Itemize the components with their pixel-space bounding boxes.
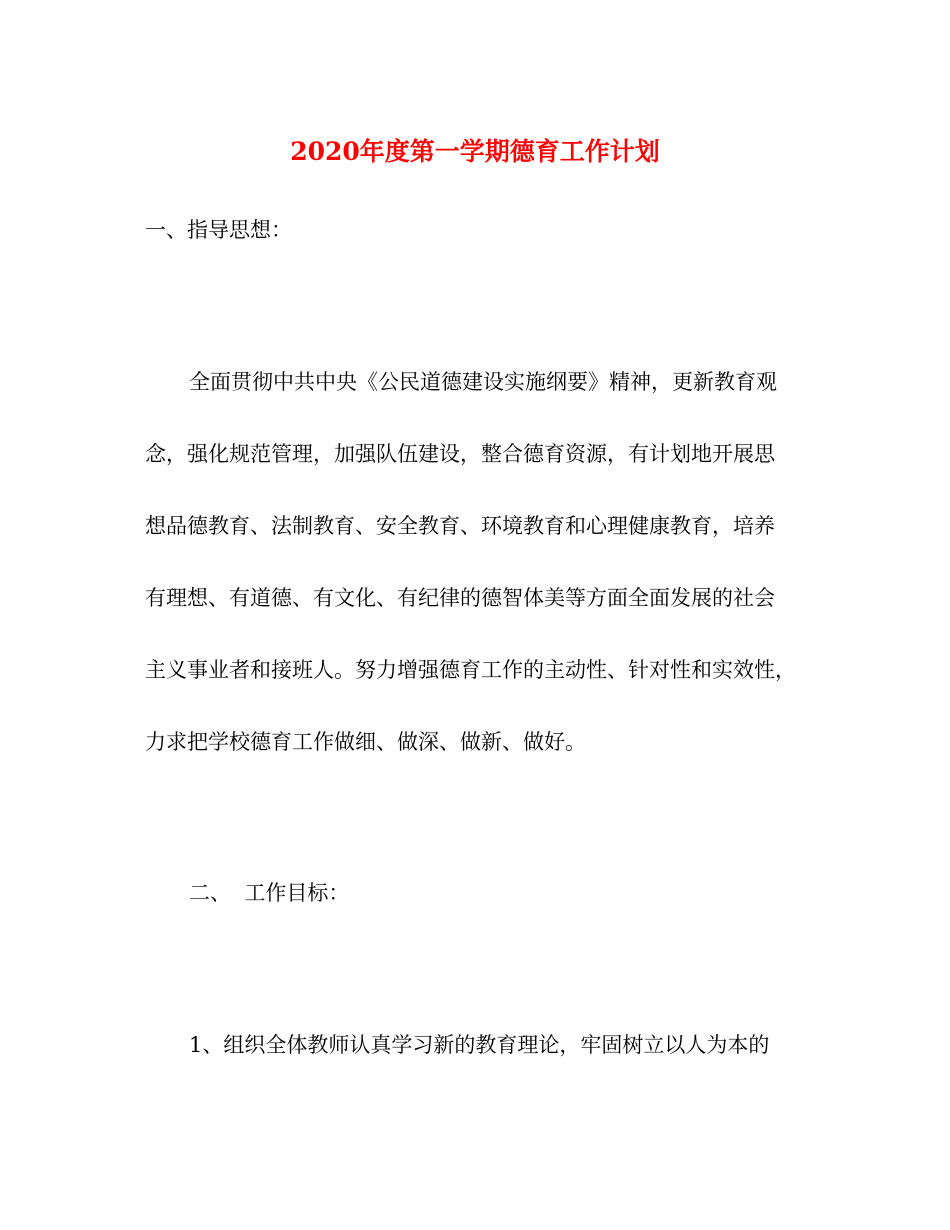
document-title: 2020年度第一学期德育工作计划 xyxy=(290,137,660,166)
list-item-goal-1: 1、组织全体教师认真学习新的教育理论，牢固树立以人为本的 xyxy=(189,1033,770,1057)
paragraph-line: 念，强化规范管理，加强队伍建设，整合德育资源，有计划地开展思 xyxy=(145,442,775,466)
paragraph-line: 力求把学校德育工作做细、做深、做新、做好。 xyxy=(145,730,586,754)
section-heading-guiding-ideology: 一、指导思想： xyxy=(145,218,292,242)
paragraph-line: 有理想、有道德、有文化、有纪律的德智体美等方面全面发展的社会 xyxy=(145,586,775,610)
paragraph-line: 主义事业者和接班人。努力增强德育工作的主动性、针对性和实效性， xyxy=(145,658,796,682)
paragraph-line: 想品德教育、法制教育、安全教育、环境教育和心理健康教育，培养 xyxy=(145,514,775,538)
section-heading-work-goals: 二、 工作目标： xyxy=(189,881,350,905)
paragraph-line: 全面贯彻中共中央《公民道德建设实施纲要》精神，更新教育观 xyxy=(189,370,777,394)
